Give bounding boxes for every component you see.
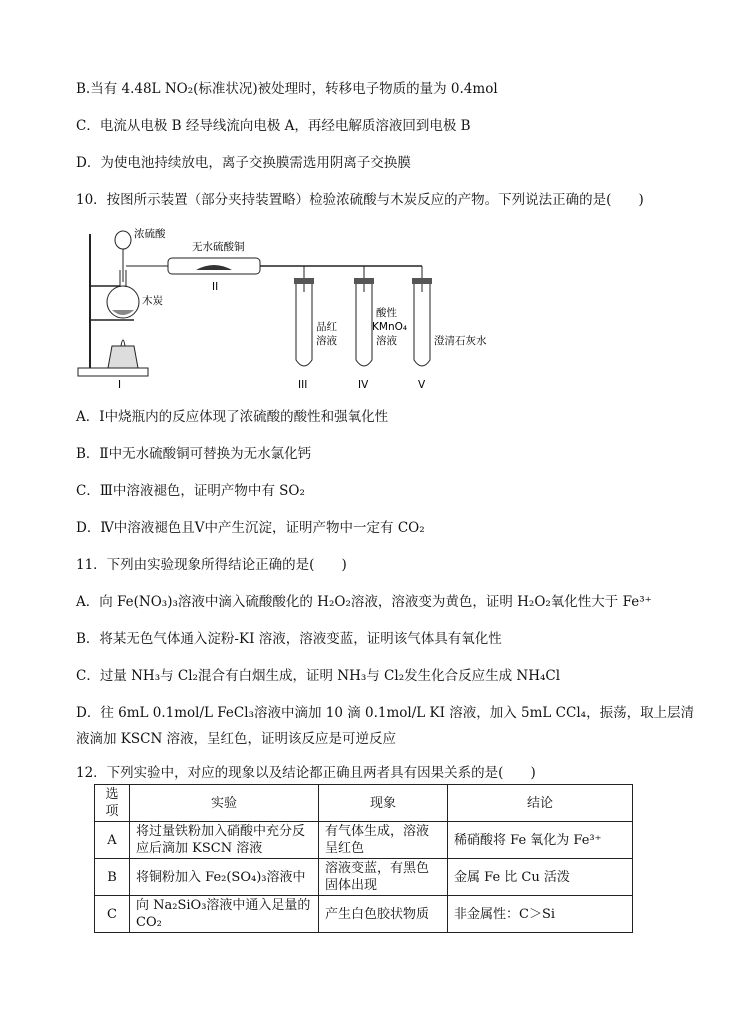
header-experiment: 实验: [130, 785, 319, 822]
table-header-row: [95, 785, 633, 822]
label-kmno4-c: 溶液: [376, 335, 397, 347]
cell-option: C: [95, 896, 130, 933]
cell-conclusion: 金属 Fe 比 Cu 活泼: [448, 859, 633, 896]
q10-stem: 10．按图所示装置（部分夹持装置略）检验浓硫酸与木炭反应的产物。下列说法正确的是( ): [76, 192, 644, 208]
q9-option-d: D．为使电池持续放电，离子交换膜需选用阴离子交换膜: [76, 155, 411, 171]
cell-option: A: [95, 822, 130, 859]
label-III: III: [298, 379, 308, 391]
test-tube-iii: [296, 282, 312, 366]
q11-option-c: C．过量 NH₃与 Cl₂混合有白烟生成，证明 NH₃与 Cl₂发生化合反应生成 NH₄Cl: [76, 668, 561, 684]
q9-option-c: C．电流从电极 B 经导线流向电极 A，再经电解质溶液回到电极 B: [76, 118, 471, 134]
q11-option-b: B．将某无色气体通入淀粉-KI 溶液，溶液变蓝，证明该气体具有氧化性: [76, 631, 502, 647]
cell-experiment: 将铜粉加入 Fe₂(SO₄)₃溶液中: [130, 859, 319, 896]
cell-conclusion: 非金属性：C＞Si: [448, 896, 633, 933]
label-kmno4-a: 酸性: [376, 307, 397, 319]
cell-conclusion: 稀硝酸将 Fe 氧化为 Fe³⁺: [448, 822, 633, 859]
q10-option-b: B．Ⅱ中无水硫酸铜可替换为无水氯化钙: [76, 446, 312, 462]
label-V: V: [418, 379, 426, 391]
header-conclusion: 结论: [448, 785, 633, 822]
cell-phenomenon: 溶液变蓝，有黑色固体出现: [319, 859, 448, 896]
label-pinhong-2: 溶液: [316, 335, 337, 347]
q12-table: [94, 784, 633, 933]
q10-option-a: A．Ⅰ中烧瓶内的反应体现了浓硫酸的酸性和强氧化性: [76, 409, 389, 425]
stand-base: [78, 368, 148, 376]
label-acid: 浓硫酸: [134, 228, 166, 240]
cell-experiment: 将过量铁粉加入硝酸中充分反应后滴加 KSCN 溶液: [130, 822, 319, 859]
cell-experiment: 向 Na₂SiO₃溶液中通入足量的 CO₂: [130, 896, 319, 933]
cell-option: B: [95, 859, 130, 896]
label-I: I: [118, 379, 122, 391]
header-option: 选 项: [95, 785, 130, 822]
label-IV: IV: [358, 379, 369, 391]
q10-option-d: D．Ⅳ中溶液褪色且Ⅴ中产生沉淀，证明产物中一定有 CO₂: [76, 520, 425, 536]
q10-option-c: C．Ⅲ中溶液褪色，证明产物中有 SO₂: [76, 483, 305, 499]
cell-phenomenon: 产生白色胶状物质: [319, 896, 448, 933]
q11-option-a: A．向 Fe(NO₃)₃溶液中滴入硫酸酸化的 H₂O₂溶液，溶液变为黄色，证明 H₂O₂氧化性大于 Fe³⁺: [76, 594, 652, 610]
test-tube-v: [414, 282, 430, 366]
alcohol-lamp: [108, 346, 138, 368]
label-cuso4: 无水硫酸铜: [192, 241, 245, 253]
label-II: II: [212, 281, 219, 293]
label-kmno4-b: KMnO₄: [372, 321, 408, 333]
label-limewater: 澄清石灰水: [434, 335, 487, 347]
experiment-apparatus-diagram: [76, 222, 487, 392]
table-row: [95, 896, 633, 933]
q9-option-b: B.当有 4.48L NO₂(标准状况)被处理时，转移电子物质的量为 0.4mol: [76, 81, 498, 97]
test-tube-iv: [356, 282, 372, 366]
table-row: [95, 822, 633, 859]
separatory-funnel: [115, 231, 131, 249]
q11-stem: 11．下列由实验现象所得结论正确的是( ): [76, 557, 347, 573]
q11-option-d-line2: 液滴加 KSCN 溶液，呈红色，证明该反应是可逆反应: [76, 731, 397, 747]
cell-phenomenon: 有气体生成，溶液呈红色: [319, 822, 448, 859]
q12-stem: 12．下列实验中，对应的现象以及结论都正确且两者具有因果关系的是( ): [76, 765, 536, 781]
table-row: [95, 859, 633, 896]
label-charcoal: 木炭: [142, 295, 163, 307]
q11-option-d-line1: D．往 6mL 0.1mol/L FeCl₃溶液中滴加 10 滴 0.1mol/L KI 溶液，加入 5mL CCl₄，振荡，取上层清: [76, 705, 695, 721]
label-pinhong: 品红: [316, 321, 337, 333]
header-phenomenon: 现象: [319, 785, 448, 822]
